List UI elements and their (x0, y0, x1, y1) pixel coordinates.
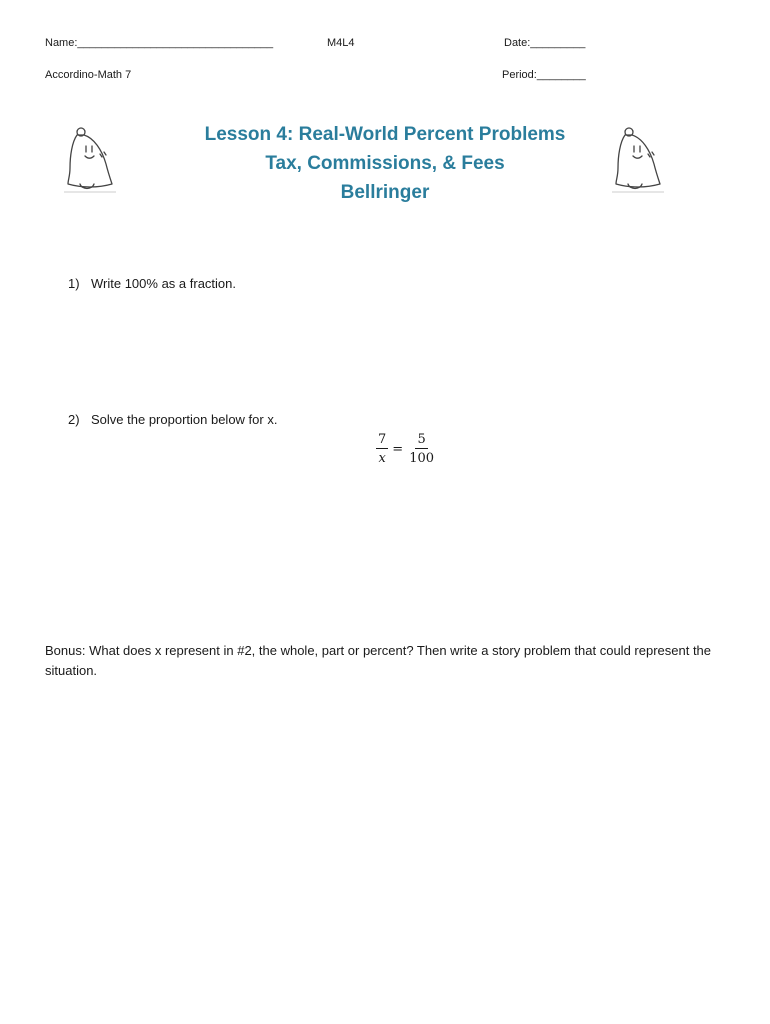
date-field-label: Date:_________ (504, 37, 586, 49)
left-denominator: x (378, 451, 386, 466)
question-1-number: 1) (68, 276, 80, 291)
title-line-bellringer: Bellringer (340, 182, 430, 203)
lesson-code: M4L4 (327, 37, 355, 49)
equals-sign: = (392, 441, 404, 457)
period-field-label: Period:________ (502, 69, 586, 81)
left-fraction (376, 432, 388, 466)
question-2-text: Solve the proportion below for x. (91, 412, 278, 427)
question-1-text: Write 100% as a fraction. (91, 276, 236, 291)
class-label: Accordino-Math 7 (45, 69, 132, 81)
title-line-topic: Tax, Commissions, & Fees (265, 153, 505, 174)
right-numerator: 5 (417, 432, 426, 447)
right-fraction (407, 432, 436, 466)
left-numerator: 7 (378, 432, 387, 447)
title-line-lesson: Lesson 4: Real-World Percent Problems (204, 124, 566, 145)
bonus-question: Bonus: What does x represent in #2, the whole, part or percent? Then write a story problem that could represent the situation. (45, 643, 712, 678)
right-denominator: 100 (409, 451, 435, 466)
page-title (0, 120, 770, 207)
proportion-equation (376, 432, 436, 466)
question-2-number: 2) (68, 412, 80, 427)
name-field-label: Name:________________________________ (45, 37, 274, 49)
